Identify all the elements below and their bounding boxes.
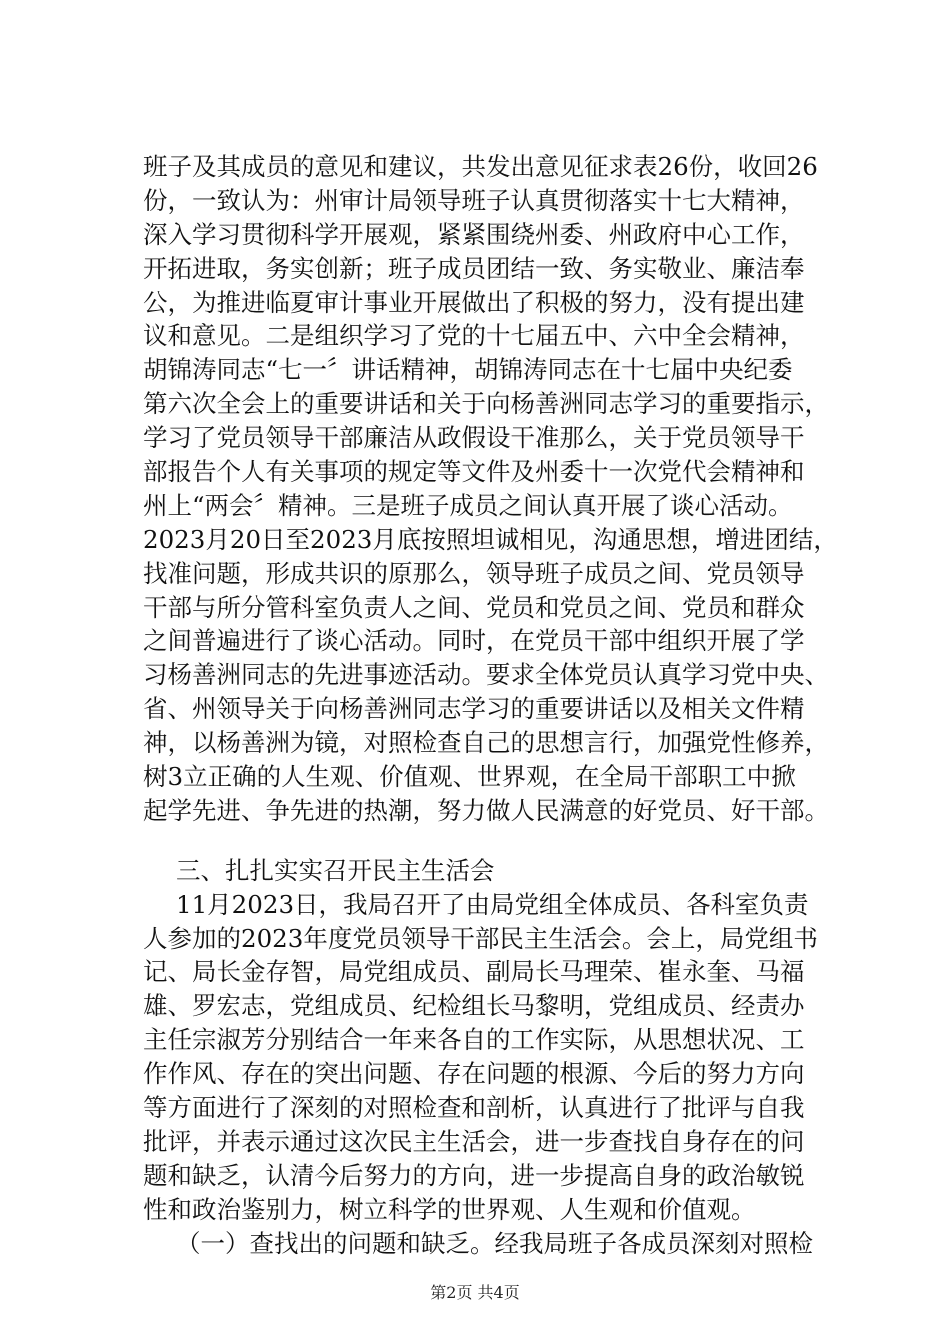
text-line: 之间普遍进行了谈心活动。同时，在党员干部中组织开展了学 — [143, 626, 805, 656]
text-line: 起学先进、争先进的热潮，努力做人民满意的好党员、好干部。 — [143, 795, 829, 825]
text-line: 2023月20日至2023月底按照坦诚相见，沟通思想，增进团结， — [143, 524, 838, 554]
text-line: 省、州领导关于向杨善洲同志学习的重要讲话以及相关文件精 — [143, 694, 805, 724]
text-line: 记、局长金存智，局党组成员、副局长马理荣、崔永奎、马福 — [143, 957, 805, 987]
text-line: 份，一致认为：州审计局领导班子认真贯彻落实十七大精神， — [143, 185, 805, 215]
text-line: 人参加的2023年度党员领导干部民主生活会。会上，局党组书 — [143, 923, 818, 953]
text-line: 主任宗淑芳分别结合一年来各自的工作实际，从思想状况、工 — [143, 1025, 805, 1055]
document-body — [143, 150, 843, 1261]
paragraph-2 — [143, 888, 843, 1227]
text-line: 性和政治鉴别力，树立科学的世界观、人生观和价值观。 — [143, 1194, 756, 1224]
paragraph-gap — [143, 828, 843, 854]
text-line: 班子及其成员的意见和建议，共发出意见征求表26份，收回26 — [143, 152, 818, 181]
text-line: 学习了党员领导干部廉洁从政假设干准那么，关于党员领导干 — [143, 423, 805, 453]
text-line: 等方面进行了深刻的对照检查和剖析，认真进行了批评与自我 — [143, 1093, 805, 1123]
text-line: 公，为推进临夏审计事业开展做出了积极的努力，没有提出建 — [143, 287, 805, 317]
text-line: 习杨善洲同志的先进事迹活动。要求全体党员认真学习党中央、 — [143, 660, 829, 690]
text-line: （一）查找出的问题和缺乏。经我局班子各成员深刻对照检 — [176, 1228, 813, 1258]
text-line: 雄、罗宏志，党组成员、纪检组长马黎明，党组成员、经责办 — [143, 991, 805, 1021]
text-line: 批评，并表示通过这次民主生活会，进一步查找自身存在的问 — [143, 1126, 805, 1156]
text-line: 胡锦涛同志“七一〞讲话精神，胡锦涛同志在十七届中央纪委 — [143, 355, 793, 385]
text-line: 作作风、存在的突出问题、存在问题的根源、今后的努力方向 — [143, 1059, 805, 1089]
paragraph-1 — [143, 150, 843, 828]
text-line: 开拓进取，务实创新；班子成员团结一致、务实敬业、廉洁奉 — [143, 253, 805, 283]
text-line: 11月2023日，我局召开了由局党组全体成员、各科室负责 — [176, 889, 809, 919]
text-line: 干部与所分管科室负责人之间、党员和党员之间、党员和群众 — [143, 592, 805, 622]
text-line: 部报告个人有关事项的规定等文件及州委十一次党代会精神和 — [143, 457, 805, 487]
text-line: 第六次全会上的重要讲话和关于向杨善洲同志学习的重要指示， — [143, 389, 829, 419]
paragraph-3 — [143, 1227, 843, 1261]
text-line: 找准问题，形成共识的原那么，领导班子成员之间、党员领导 — [143, 558, 805, 588]
text-line: 神，以杨善洲为镜，对照检查自己的思想言行，加强党性修养， — [143, 728, 829, 758]
page-number-footer: 第2页 共4页 — [430, 1283, 520, 1302]
section-heading: 三、扎扎实实召开民主生活会 — [176, 855, 495, 885]
text-line: 州上“两会〞精神。三是班子成员之间认真开展了谈心活动。 — [143, 490, 793, 520]
text-line: 题和缺乏，认清今后努力的方向，进一步提高自身的政治敏锐 — [143, 1160, 805, 1190]
text-line: 议和意见。二是组织学习了党的十七届五中、六中全会精神， — [143, 321, 805, 351]
text-line: 深入学习贯彻科学开展观，紧紧围绕州委、州政府中心工作， — [143, 219, 805, 249]
text-line: 树3立正确的人生观、价值观、世界观，在全局干部职工中掀 — [143, 762, 796, 792]
